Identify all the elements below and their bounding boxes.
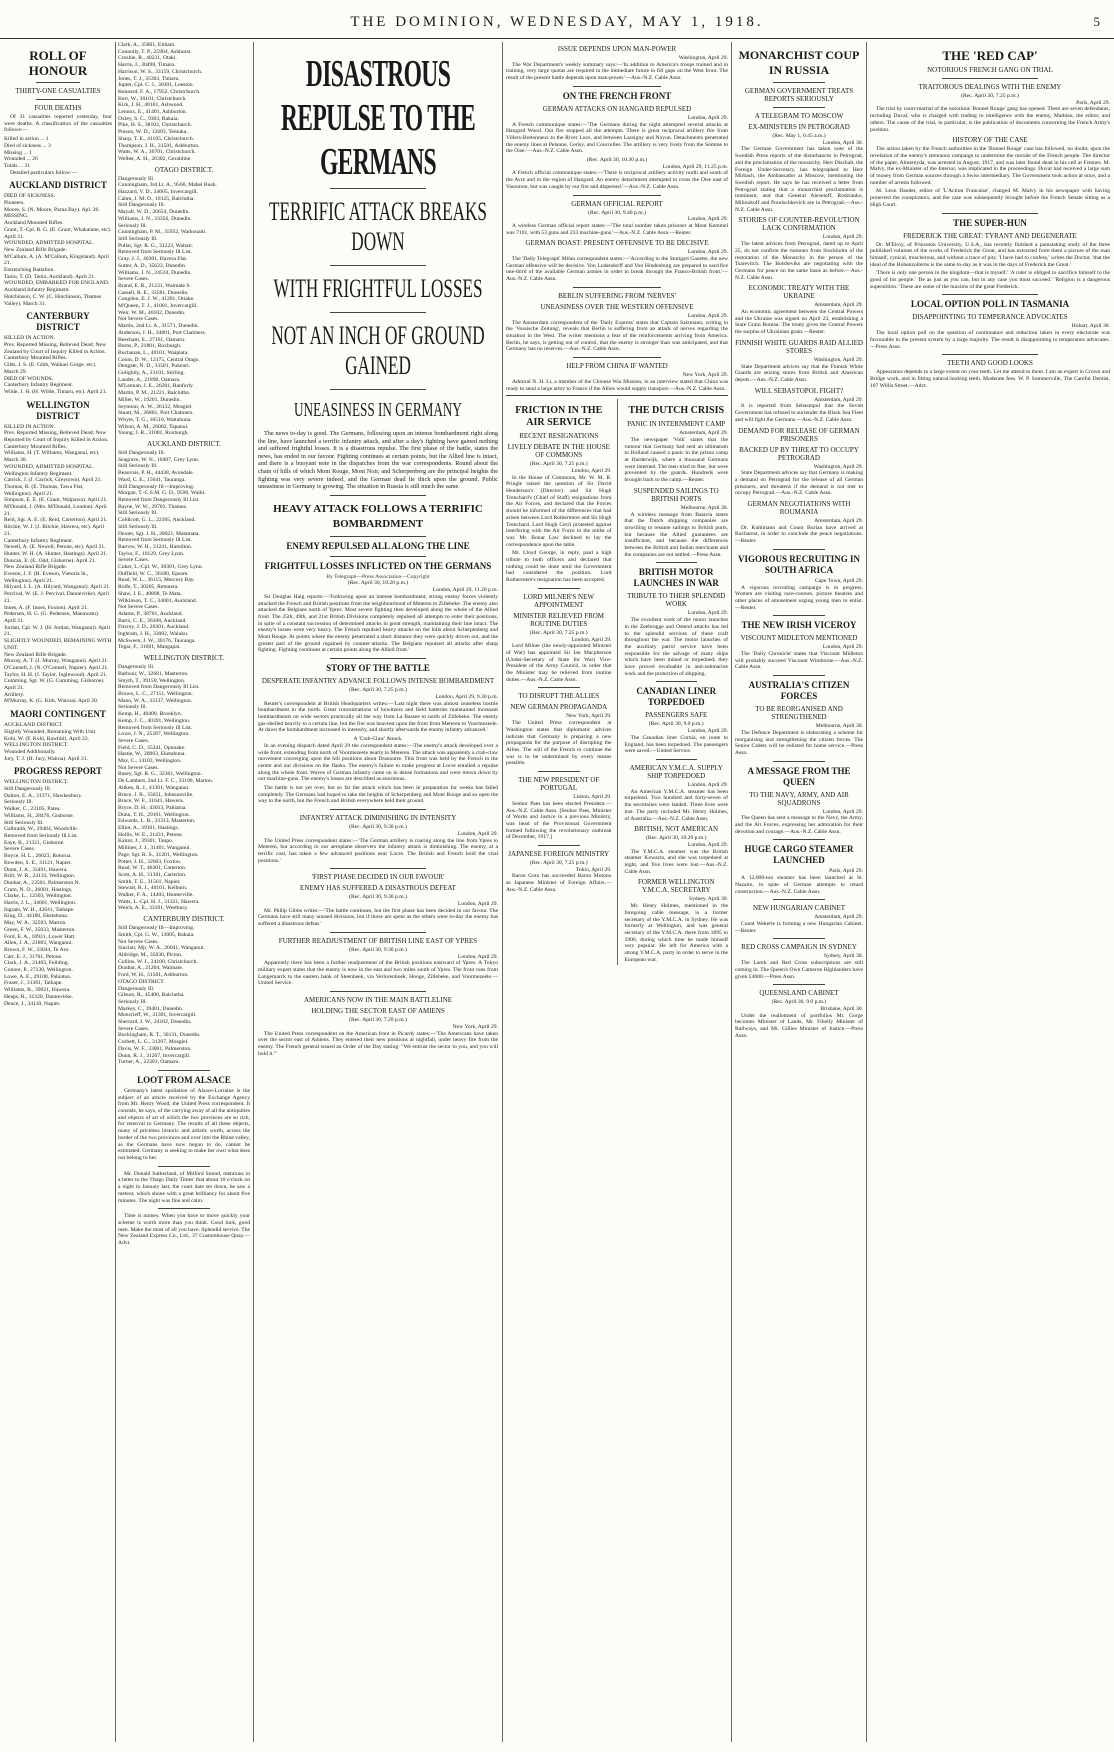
article-paragraph: A wireless German official report states:—'The total number taken prisoner at Mont Kemmel was 7101, with 53 guns and 233 machine-guns.'—Aus.-N.Z. Cable Assn.—Reuter. <box>506 222 728 236</box>
subhead: GERMAN NEGOTIATIONS WITH ROUMANIA <box>747 500 851 517</box>
subhead: ENEMY HAS SUFFERED A DISASTROUS DEFEAT <box>300 884 456 893</box>
article-paragraph: Admiral N. H. Li, a member of the Chinese War Mission, in an interview stated that China was ready to send a large army to France if the Allies would supply transport.—Aus.-N.Z. Cable Assn. <box>506 378 728 392</box>
district-list: DIED OF SICKNESS. Pioneers. Moore, S. (N. Moore, Parua Bay). Apl. 26. MISSING. Auckland Mounted Rifles. Grant, T.-Cpl. R. G. (E. Grant, Whakatane, etc). April 21. WOUNDED, ADMITTED HOSPITAL. New Zealand Rifle Brigade. M'Callum, A. (A. M'Callum, Kingsland). April 21. Entrenching Battalion. Taoio, T. (D. Taoio, Auckland). April 21. WOUNDED, EMBARKED FOR ENGLAND. Auckland Infantry Regiment. Hutchinson, C. W. (C. Hutchinson, Thames Valley). March 31. <box>4 193 112 307</box>
dateline: Melbourne, April 30. <box>815 723 863 730</box>
subhead-casualties: THIRTY-ONE CASUALTIES <box>15 87 101 95</box>
subhead: FURTHER READJUSTMENT OF BRITISH LINE EAST OF YPRES <box>278 936 478 945</box>
dateline: London, April 29. <box>457 953 498 960</box>
dateline: London, April 29. <box>822 808 863 815</box>
subhead: GERMAN BOAST: PRESENT OFFENSIVE TO BE DECISIVE <box>525 239 709 248</box>
district-heading: WELLINGTON DISTRICT <box>26 399 90 421</box>
article-paragraph: State Department advices say that the Finnish White Guards are seizing stores from British and American depots.—Aus.-N.Z. Cable Assn. <box>735 363 863 383</box>
district-heading: WELLINGTON DISTRICT. <box>143 654 225 663</box>
received-time: (Rec. April 30, 9.30 p.m.) <box>349 946 407 953</box>
subhead: TEETH AND GOOD LOOKS <box>947 359 1033 368</box>
dateline: New York, April 29. <box>566 713 612 720</box>
advertisement: Appearance depends to a large extent on your teeth. Let me attend to them. I am an expert in Crown and Bridge work, and in fitting natural-looking teeth. Moderate fees. W. P. Sommerville, The Careful Dentist, 107 Willis Street.—Advt. <box>870 369 1110 389</box>
received-time: (Rec. May 1, 0.45 a.m.) <box>772 133 826 139</box>
subhead: HOLDING THE SECTOR EAST OF AMIENS <box>311 1007 445 1016</box>
subhead: RECENT RESIGNATIONS <box>519 432 599 441</box>
column-rule <box>502 42 503 1742</box>
column-roll-of-honour <box>4 42 112 1742</box>
subhead: FREDERICK THE GREAT: TYRANT AND DEGENERATE <box>903 231 1077 240</box>
received-time: (Rec. April 30, 7.20 p.m.) <box>349 1017 407 1024</box>
main-subheadline: NOT AN INCH OF GROUND GAINED <box>271 321 485 380</box>
subhead: VISCOUNT MIDLETON MENTIONED <box>740 634 858 643</box>
dateline: Amsterdam, April 29. <box>814 914 863 921</box>
subhead: WILL SEBASTOPOL FIGHT? <box>754 386 844 395</box>
article-paragraph: The War Department's weekly summary says:—'In addition to America's troops trained and in training, very large quotas are required in the immediate future to fill gaps on the West front. The result of the present battle depends upon man-power.'—Aus.-N.Z. Cable Assn. <box>506 61 728 82</box>
casualty-list: Dangerously Ill. Barbour, W., 32681, Masterton. Smyth, T., 39150, Wellington. Removed from Dangerously Ill List. Brown, L. C., 27151, Wellington. Mann, W. A., 33137, Wellington. Seriously Ill. Kemp, H., 40400, Brooklyn. Kemp, J. C., 40391, Wellington. Removed from Seriously Ill List. Lowe, J. N., 25287, Wellington. Severe Cases. Field, C. D., 35341, Opunake. Hastie, W., 20003, Eketahuna. May, C., 14103, Wellington. Not Severe Cases. Basey, Sgt. R. G., 32361, Wellington. De Lambert, 2nd Lt. F. C., 33190, Marton. Aitken, R. J., 41301, Wanganui. Bruce, J. R., 35651, Johnsonville. Bruce, W. F., 31641, Hawera. Bryce, D. H., 43013, Pahiatua. Dunn, T. H., 29101, Wellington. Edwards, L. B., 33313, Masterton. Elliot, A., 39101, Hastings. Hollis, W. E., 21431, Petone. Kaitor, J., 39301, Taupo. Milliner, J. J., 31401, Wanganui. Page, Sgt. R. S., 31201, Wellington. Potter, J. H., 32603, Foxton. Read, W. T., 40301, Carterton. Scott, A. H., 31301, Carterton. Smith, T. E., 31561, Napier. Stewart, R. J., 40101, Kelburn. Walker, F. A., 14403, Hunterville. Watts, L.-Cpl. H. J., 31321, Hawera. Welch, A. E., 33101, Westbury. <box>118 664 214 912</box>
subhead: BRITISH, NOT AMERICAN <box>634 825 719 834</box>
main-headline: DISASTROUS REPULSE TO THE GERMANS <box>280 53 476 183</box>
subhead: TRIBUTE TO THEIR SPLENDID WORK <box>627 592 726 609</box>
subhead: TO BE REORGANISED AND STRENGTHENED <box>755 705 843 722</box>
article-paragraph: Mr. Philip Gibbs writes:—'The battle continues, but the first phase has been decided in our favour. The Germans have still many unused divisions, but if those are spent as the others were to-day the enemy has suffered a disastrous defeat.' <box>258 907 498 928</box>
received-time: (Rec. April 30, 10.30 p.m.) <box>586 157 648 164</box>
dateline: London, April 29. <box>571 636 612 643</box>
subhead: RED CROSS CAMPAIGN IN SYDNEY <box>741 943 857 952</box>
article-paragraph: Count Wekerle is forming a new Hungarian Cabinet.—Reuter. <box>735 921 863 934</box>
subhead: NOTORIOUS FRENCH GANG ON TRIAL <box>927 66 1053 74</box>
headline-recruiting: VIGOROUS RECRUITING IN SOUTH AFRICA <box>737 553 861 575</box>
article-paragraph: The United Press correspondent at Washington states that diplomatic advices indicate that Germany is preparing a new propaganda for the purpose of disrupting the Allies. The will of the French to continue the war is to be undermined by every means possible. <box>506 720 612 767</box>
article-paragraph: The Y.M.C.A. steamer was the British steamer Kowarra, and she was torpedoed at night, and five lives were lost.—Aus.-N.Z. Cable Assn. <box>624 848 728 875</box>
casualty-list: Still Dangerously Ill—Improving. Smith, Cpl. G. W., 13005, Rakaia. Not Severe Cases. Sinclair, Mjr. W. A., 20041, Wanganui. Aldridge, M., 35030, Picton. Collins, W. J., 24100, Christchurch. Dunbar, A., 21204, Waimate. Ford, W. H., 31501, Ashburton. OTAGO DISTRICT. Dangerously Ill. Gibson, R., 45406, Balclutha. Seriously Ill. Markey, C., 39401, Dunedin. Moncrieff, W., 31301, Invercargill. Sherrard, J. W., 24102, Dunedin. Severe Cases. Buckingham, R. T., 30131, Dunedin. Corbett, L. G., 31207, Mosgiel. Davis, W. F., 33001, Palmerston. Dunn, R. J., 31207, Invercargill. Turner, A., 22303, Oamaru. <box>118 925 205 1066</box>
dateline: London, April 29. <box>687 114 728 121</box>
subhead-deaths: FOUR DEATHS <box>34 104 82 112</box>
subhead: STORIES OF COUNTER-REVOLUTION LACK CONFIRMATION <box>738 216 860 233</box>
article-paragraph: A French official communique states:—'There is reciprocal artillery activity north and south of the Avre and in the region of Hangard. An enemy detachment attempted to cross the Oise east of Vauxmon, but was caught by our fire and dispersed.'—Aus.-N.Z. Cable Assn. <box>506 170 728 190</box>
received-time: (Rec. April 30, 9.0 p.m.) <box>771 999 827 1006</box>
article-paragraph: A wireless message from Batavia states that the Dutch shipping companies are unwilling to resume sailings to British ports, but because the Allied guarantees are insufficient, and because the differences between the British and Indian merchants and the companies are not settled.—Press Assn. <box>624 511 728 558</box>
article-paragraph: Reuter's correspondent at British Headquarters writes:—'Last night there was almost ceaseless hostile bombardment in the north. Great concentrations of howitzers and field batteries maintained incessant bombardments on wide sectors practically all the way from La Bassee to north of Zillebeke. The enemy gas-shelled heavily to a certain line, but the fire was heaviest upon the front from Meteren to Voormezeele. At dawn the bombardment increased in intensity, and shortly afterwards the enemy infantry advanced.' <box>258 700 498 734</box>
district-heading: PROGRESS REPORT <box>14 766 102 777</box>
article-paragraph: Mr. Donald Sutherland, of Milford Sound, mentions in a letter to the 'Otago Daily Times' that about 10 o'clock on a night in January last, the court date set down, he saw a meteor, which shone with a great brilliancy for about five minutes. The night was fine and calm. <box>118 1170 250 1204</box>
district-heading: OTAGO DISTRICT. <box>154 165 214 174</box>
article-paragraph: Germany's latest spoliation of Alsace-Lorraine is the subject of an article received by the Exchange Agency from Mr. Henry Wood, the United Press correspondent. It consists, he says, of the carrying away of all the antiquities and objects of art of which the two provinces are so rich, for removal to Germany. The results of all these objects, many of priceless historic and artistic worth, across the border of the two provinces and over into the Rhine valley, as the Germans have now begun to do, cannot be estimated. Germany is seeking to make her own what does not belong to her. <box>118 1087 250 1161</box>
dateline: Hobart, April 30. <box>1071 323 1110 330</box>
subhead: EX-MINISTERS IN PETROGRAD <box>748 123 850 131</box>
dateline: London, April 29. <box>687 610 728 617</box>
byline: By Telegraph—Press Association—Copyright <box>326 573 430 580</box>
received-time: (Rec. April 30, 9.0 p.m.) <box>648 721 704 728</box>
received-time: (Rec. April 30, 7.25 p.m.) <box>529 629 588 636</box>
article-paragraph: The local option poll on the question of continuance and reduction taken in every electorate was favourable to the present system by a large majority. The result is disappointing to temperance advocates.—Press Assn. <box>870 330 1110 350</box>
article-paragraph: Baron Goto has succeeded Baron Motono as Japanese Minister of Foreign Affairs.—Aus.-N.Z. Cable Assn. <box>506 873 612 893</box>
dateline: Amsterdam, April 29. <box>814 518 863 525</box>
subhead: HELP FROM CHINA IF WANTED <box>566 362 668 371</box>
masthead <box>0 0 1114 39</box>
headline-friction: FRICTION IN THE AIR SERVICE <box>515 405 603 429</box>
subhead: NEW GERMAN PROPAGANDA <box>510 703 608 712</box>
received-time: (Rec. April 30, 9.40 p.m.) <box>588 209 646 216</box>
article-paragraph: An economic agreement between the Central Powers and the Ukraine was signed on April 23, establishing a State Grain Bureau. The treaty gives the Central Powers the surplus of Ukrainian grain.—Reuter. <box>735 309 863 336</box>
subhead: FRIGHTFUL LOSSES INFLICTED ON THE GERMANS <box>264 560 492 571</box>
dateline: London, April 29. <box>687 841 728 848</box>
dateline: New York, April 29. <box>682 372 728 379</box>
column-rule <box>866 42 867 1742</box>
dateline: London, April 29. <box>822 644 863 651</box>
headline-super-hun: THE SUPER-HUN <box>953 217 1027 228</box>
dateline: Amsterdam, April 29. <box>814 302 863 309</box>
headline-heavy-attack: HEAVY ATTACK FOLLOWS A TERRIFIC BOMBARDMENT <box>273 502 483 530</box>
article-paragraph: State Department advices say that Germany is making a demand on Petrograd for the release of all German prisoners, and threatens if the demand is not met to occupy Petrograd.—Aus.-N.Z. Cable Assn. <box>735 470 863 497</box>
dateline: London, April 29. <box>457 901 498 908</box>
subhead: TO DISRUPT THE ALLIES <box>518 692 600 701</box>
dateline: London, April 29, 11.20 p.m. <box>432 587 498 594</box>
lead-paragraph: The news to-day is good. The Germans, following upon an intense bombardment right along the line, have launched a terrific infantry attack, and after a day's fighting have gained nothing and suffered frightful losses. It is a disastrous repulse. The first phase of the battle, states the news, has ended in our favour. Fighting continues at certain points, but the Allied line is intact, and there is a buoyant note in the dispatches from the war correspondents. Round about the chain of hills of which Mont Rouge, Mont Noir, and Scherpenberg are the principal heights the fighting was very severe indeed, and the German dead lie thick upon the ground. Public uneasiness in Germany is growing. The situation in Russia is still much the same. <box>258 430 498 491</box>
subhead: TRAITOROUS DEALINGS WITH THE ENEMY <box>918 83 1062 91</box>
headline-roll-of-honour: ROLL OF HONOUR <box>28 48 88 78</box>
headline-french-front: ON THE FRENCH FRONT <box>562 90 672 101</box>
subhead: ENEMY REPULSED ALL ALONG THE LINE <box>286 540 470 551</box>
subhead: NEW HUNGARIAN CABINET <box>752 904 846 913</box>
subhead: BERLIN SUFFERING FROM 'NERVES' <box>558 291 676 300</box>
column-rule <box>731 42 732 1742</box>
district-heading: AUCKLAND DISTRICT. <box>147 440 221 449</box>
article-paragraph: The battle is not yet over, but so far the attack which has been in preparation for weeks has failed completely. The Germans had hoped to take the heights of Scherpenberg and Mont Rouge and so open the way to the north, but the French and British everywhere held their ground. <box>258 785 498 805</box>
main-subheadline: TERRIFIC ATTACK BREAKS DOWN <box>269 197 487 256</box>
article-paragraph: The 'Daily Chronicle' states that Viscount Midleton will probably succeed Viscount Wimborne.—Aus.-N.Z. Cable Assn. <box>735 651 863 671</box>
article-paragraph: Sir Douglas Haig reports:—'Following upon an intense bombardment, strong enemy forces violently attacked the French and British positions from the neighbourhood of Meteren to Zillebeke. The enemy also attacked the Belgians north of Ypres. Most severe fighting then developed along the whole of the Allied front. The 25th, 49th, and 21st British Divisions completely repulsed all attempts to enter their positions, in spite of a constant succession of determined attacks in great strength, maintaining their line intact. The enemy's losses were very heavy. The French repulsed heavy attacks on the hills about Scherpenberg and Mont Rouge. At points where the enemy penetrated a short distance they were quickly driven out, and the greater part of the ground regained by counter-attacks. The Belgians repulsed all attacks after sharp fighting. Fighting continues at certain points along the Allied front.' <box>258 593 498 654</box>
column-rule <box>253 42 254 1742</box>
subhead: GERMAN ATTACKS ON HANGARD REPULSED <box>542 104 692 113</box>
article-paragraph: The action taken by the French authorities in the 'Bonnet Rouge' case has followed, no doubt, upon the revelation of the enemy's strenuous campaign to undermine the morale of the French people. The director of the paper, Almereyda, was arrested in August, 1917, and was later found dead in his cell at Fresnes. M. Malvy, the ex-Minister of the Interior, was implicated in the proceedings. Duval had received a large sum of money from German sources through a Swiss intermediary. The Government took action at once, and a number of arrests followed. <box>870 146 1110 186</box>
article-paragraph: In an evening dispatch dated April 29 the correspondent states:—The enemy's attack developed over a wide front, extending from north of Voormezeele nearly to Meteren. The attack was apparently a crab-claw movement converging upon the hill positions about Dranoutre. This front was held by the French in the centre and our divisions on the flanks. The enemy's failure to make progress at Locre entailed a repulse along the whole front. Waves of German infantry came on in dense formations and were mown down by our machine-guns. The enemy's losses are described as enormous. <box>258 742 498 783</box>
district-heading: AUCKLAND DISTRICT <box>9 180 107 191</box>
dateline: Sydney, April 30. <box>688 896 728 903</box>
section-title: A 'Crab-Claw' Attack. <box>353 736 403 743</box>
main-subheadline: WITH FRIGHTFUL LOSSES <box>273 274 483 303</box>
subhead: GERMAN OFFICIAL REPORT <box>571 199 663 208</box>
headline-cargo-steamer: HUGE CARGO STEAMER LAUNCHED <box>744 844 854 866</box>
dateline: Tokio, April 29. <box>575 866 612 873</box>
headline-canadian-liner: CANADIAN LINER TORPEDOED <box>636 686 717 708</box>
main-subheadline: UNEASINESS IN GERMANY <box>294 399 462 421</box>
district-heading: MAORI CONTINGENT <box>10 709 106 720</box>
column-main-story <box>258 42 498 1742</box>
received-time: (Rec. April 30, 9.30 p.m.) <box>349 824 407 831</box>
district-list: KILLED IN ACTION. Prev. Reported Missing, Believed Dead; Now Reported by Court of Inquiry Killed in Action. Canterbury Mounted Rifles. Williams, H. (T. Williams, Wanganui, etc). March 30. WOUNDED, ADMITTED HOSPITAL. Wellington Infantry Regiment. Carrick, J. (J. Carrick, Greytown). April 21. Thomas, R. (E. Thomas, Tawa Flat, Wellington). April 21. Simpson, E. E. (E. Grant, Waipawa). April 21. M'Donald, J. (Mrs. M'Donald, London). April 21. Reid, Sgt. A. E. (E. Reid, Carterton). April 21. Ritchie, W. J. (J. Ritchie, Hawera, etc). April 21. Canterbury Infantry Regiment. Newell, A. (E. Newell, Petone, etc). April 21. Hunter, W. H. (A. Hunter, Hastings). April 21. Duncan, E. (E. Odd, Gisborne). April 21. New Zealand Rifle Brigade. Eveson, J. F. (H. Eveson, Vietoria St., Wellington). April 21. Hilyard, I. L. (A. Hilyard, Wanganui). April 21. Percival, W. (E. J. Percival, Dannevirke). April 21. Innes, A. (F. Innes, Foxton). April 21. Pedersen, H. G. (G. Pedersen, Manawatu). April 21. Jordan, Cpl. W. J. (H. Jordan, Wanganui). April 21. SLIGHTLY WOUNDED, REMAINING WITH UNIT. New Zealand Rifle Brigade. Murray, A. T. (J. Murray, Wanganui). April 21. O'Connell, J. (N. O'Connell, Napier). April 21. Taylor, H. H. (J. Taylor, Inglewood). April 21. Cumming, Sgt. W. (G. Cumming, Gisborne). April 21. Artillery. M'Murray, K. (G. Kirk, Wairoa). April 20. <box>4 423 112 705</box>
dateline: London, April 29. <box>687 216 728 223</box>
headline-story: STORY OF THE BATTLE <box>326 663 430 674</box>
article-paragraph: M. Leon Daudet, editor of 'L'Action Francaise', charged M. Malvy in his newspaper with having protected the conspirators, and the case was subsequently brought before the French Senate sitting as a High Court. <box>870 188 1110 208</box>
subhead: FINNISH WHITE GUARDS RAID ALLIED STORES <box>735 338 863 355</box>
column-russia <box>735 42 863 1742</box>
headline-loot: LOOT FROM ALSACE <box>137 1074 231 1085</box>
article-paragraph: The Queen has sent a message to the Navy, the Army, and the Air Forces, expressing her admiration for their devotion and courage.—Aus.-N.Z. Cable Assn. <box>735 815 863 835</box>
article-paragraph: Senhor Paes has been elected President.—Aus.-N.Z. Cable Assn. [Senhor Paes, Minister of Works and Justice in a previous Ministry, was head of the Provisional Government formed following the revolutionary outbreak of December, 1917.] <box>506 800 612 841</box>
dateline: Brisbane, April 30. <box>820 1005 863 1012</box>
dateline: Sydney, April 30. <box>823 953 863 960</box>
article-paragraph: Mr. Lloyd George, in reply, paid a high tribute to both officers and declared that nothing could be done until the Government had considered the position. Lord Rothermere's resignation has been accepted. <box>506 550 612 584</box>
subhead: FORMER WELLINGTON Y.M.C.A. SECRETARY <box>637 878 715 895</box>
article-paragraph: Dr. M'Elroy, of Princeton University, U.S.A., has recently finished a painstaking study of the three published volumes of the works of Frederick the Great, and has extracted from them a picture of the man himself, cynical, treacherous, and without a trace of pity. 'I have had to confess,' writes the Doctor, 'that the ideal of the Hohenzollerns is the same to-day as it was in the days of Frederick the Great.' <box>870 241 1110 268</box>
received-time: (Rec. April 30, 7.25 p.m.) <box>529 461 588 468</box>
article-paragraph: The excellent work of the motor launches in the Zeebrugge and Ostend attacks has led to the splendid services of these craft throughout the war. The motor launches of the auxiliary patrol service have been responsible for the salvage of many ships which have been mined or torpedoed; they have proved invaluable in anti-submarine work and the protection of shipping. <box>624 617 728 677</box>
masthead-title: THE DOMINION, WEDNESDAY, MAY 1, 1918. <box>350 14 764 30</box>
headline-dutch-crisis: THE DUTCH CRISIS <box>628 405 725 417</box>
subhead: BACKED UP BY THREAT TO OCCUPY PETROGRAD <box>739 445 859 462</box>
subhead: DISAPPOINTING TO TEMPERANCE ADVOCATES <box>912 313 1068 322</box>
district-list: AUCKLAND DISTRICT. Slightly Wounded, Remaining With Unit. Kohi, W. (F. Kohi, Rawhiti). April 22. WELLINGTON DISTRICT. Wounded Additionally. Jury, T. J. (H. Jury, Wairoa). April 21. <box>4 722 97 762</box>
district-heading: CANTERBURY DISTRICT. <box>143 915 225 924</box>
received-time: (Rec. April 30, 10.20 p.m.) <box>347 580 409 587</box>
dateline: Amsterdam, April 29. <box>679 430 728 437</box>
dateline: Paris, April 29. <box>1076 99 1110 106</box>
article-paragraph: It is reported from Sebastopol that the Soviet Government has refused to surrender the Black Sea Fleet and will fight the Germans.—Aus.-N.Z. Cable Assn. <box>735 403 863 423</box>
page-number: 5 <box>1093 14 1100 29</box>
subhead: AMERICANS NOW IN THE MAIN BATTLELINE <box>303 996 453 1005</box>
article-paragraph: A vigorous recruiting campaign is in progress. Women are visiting race-courses, picture theatres and other places of amusement urging young men to enlist.—Reuter. <box>735 584 863 611</box>
dateline: Amsterdam, April 29. <box>814 396 863 403</box>
dateline: Lisbon, April 29. <box>573 794 612 801</box>
dateline: London, April 29, 11.25 p.m. <box>662 163 728 170</box>
subhead: AMERICAN Y.M.C.A. SUPPLY SHIP TORPEDOED <box>629 764 723 780</box>
casualty-tail: Detailed particulars follow:— <box>10 169 78 176</box>
district-list: WELLINGTON DISTRICT. Still Dangerously Ill. Dalton, E. A., 31371, Hawkesbury. Seriously Ill. Walker, C., 23105, Patea. Williams, H., 28476, Gisborne. Still Seriously Ill. Galbraith, W., 29484, Woodville. Removed from Seriously Ill List. Eaye, B., 21321, Gisborne. Severe Cases. Boyce, H. L., 26023, Rotorua. Bowden, S. E., 31121, Napier. Dunn, J. A., 33491, Hawera. Brill, W. R., 24133, Wellington. Dunbar, A., 23501, Palmerston N. Crum, N. O., 26001, Hastings. Clarke, L., 12303, Wellington. Harris, J. L., 34601, Wellington. Ingram, W. H., 42641, Taihape. King, D., 44180, Eketahuna. May, W. A., 32503, Marton. Green, F. W., 35033, Masterton. Ford, E. A., 18931, Lower Hutt. Allen, J. A., 21803, Wanganui. Brown, F. W., 33044, Te Aro. Carr, E. J., 31701, Petone. Clark, J. A., 21403, Feilding. Connor, P., 27130, Wellington. Lowe, A. E., 29100, Pahiatua. Fraser, J., 31301, Taihape. Williams, R., 39021, Hawera. Heaps, R., 31320, Dannevirke. Deuce, J., 34110, Napier. <box>4 779 83 1007</box>
column-casualty-lists <box>118 42 250 1742</box>
article-paragraph: The Amsterdam correspondent of the 'Daily Express' states that Captain Salzmann, writing in the 'Vossische Zeitung', reveals that Berlin is suffering from an attack of nerves regarding the situation in the West. The writer mentions a fear of the reinforcements arriving from America. Berlin, he says, is getting out of control, that the enemy is stronger than was anticipated, and that Germany has no reserves.—Aus.-N.Z. Cable Assn. <box>506 319 728 353</box>
article-paragraph: A 12,000-ton steamer has been launched at St. Nazaire, in spite of German attempts to retard construction.—Aus.-N.Z. Cable Assn. <box>735 875 863 895</box>
dateline: Melbourne, April 30. <box>680 504 728 511</box>
dateline: London, April 29. <box>687 782 728 788</box>
subhead: ECONOMIC TREATY WITH THE UKRAINE <box>748 284 850 301</box>
received-time: (Rec. April 30, 7.25 p.m.) <box>529 860 588 867</box>
district-list: KILLED IN ACTION. Prev. Reported Missing, Believed Dead; New Zealand by Court of Inquiry Killed in Action. Canterbury Mounted Rifles. Gibb, J. S. (E. Gibb, Waikari Gorge, etc). March 29. DIED OF WOUNDS. Canterbury Infantry Regiment. Wilde, J. H. (H. Wilde, Timaru, etc). April 21. <box>4 335 107 395</box>
article-paragraph: The Canadian liner Cornia, en route to England, has been torpedoed. The passengers were saved.—United Service. <box>624 734 728 755</box>
dateline: London, April 29. <box>687 312 728 319</box>
subhead: DESPERATE INFANTRY ADVANCE FOLLOWS INTENSE BOMBARDMENT <box>261 677 495 686</box>
received-time: (Rec. April 30, 10.20 p.m.) <box>646 835 707 842</box>
headline-citizen-forces: AUSTRALIA'S CITIZEN FORCES <box>748 680 850 702</box>
subhead: GERMAN GOVERNMENT TREATS REPORTS SERIOUSLY <box>744 87 854 103</box>
article-paragraph: The newspaper 'Volk' states that the rumour that Germany had sent an ultimatum to Holland caused a panic in the prison camp at Harderwijk, where a thousand Germans were interned. The men tried to flee, but were prevented by the guards. Hundreds were brought back to the camp.—Reuter. <box>624 436 728 484</box>
dateline: London, April 29. <box>457 830 498 837</box>
subhead: LORD MILNER'S NEW APPOINTMENT <box>523 592 594 609</box>
headline-queen-message: A MESSAGE FROM THE QUEEN <box>747 765 851 787</box>
headline-monarchist-coup: MONARCHIST COUP IN RUSSIA <box>738 48 860 77</box>
advertisement: Time is money. When you have to move quickly your scheme is worth more than you think. Good luck, good men. Make the most of all you have. Splendid service. The New Zealand Express Co., Ltd., 37 Customhouse Quay.—Advt. <box>118 1213 250 1247</box>
dateline: Cape Town, April 29. <box>814 577 863 584</box>
received-time: (Rec. April 30, 9.30 p.m.) <box>349 894 407 901</box>
dateline: London, April 29. <box>687 728 728 735</box>
casualty-list: Still Dangerously Ill. Seagrave, W. N., 10407, Grey Lynn. Still Seriously Ill. Beauvais, P. H., 44438, Avondale. Ward, C. E., 15641, Tauranga. Still Dangerously Ill—Improving. Morgan, T.-C.S.M. G. D., 9590, Waihi. Removed from Dangerously Ill List. Bayne, W. W., 29703, Thames. Still Seriously Ill. Coldicott, G. L., 22305, Auckland. Still Seriously Ill. Dexter, Sgt. J. H., 28021, Matamata. Removed from Seriously Ill List. Barrow, W. H., 31241, Hamilton. Taylor, F., 10129, Grey Lynn. Severe Cases. Cuker, L.-Cpl. W., 30301, Grey Lynn. Duffield, W. C., 36180, Epsom. Read, W. L., 36115, Mercury Bay. Rolfe, T., 30205, Remuera. Shaw, J. E., 40808, Te Mata. Wilkinson, T. C., 34001, Auckland. Not Severe Cases. Adams, P., 38701, Auckland. Barrs, C. E., 36308, Auckland. Fitzroy, J. D., 26301, Auckland. Inghram, J. H., 33002, Waiuku. McSween, J. W., 30176, Tauranga. Tegar, F., 31001, Mangapai. <box>118 450 206 651</box>
received-time: (Rec. April 30, 7.25 p.m.) <box>961 93 1019 99</box>
subhead: A TELEGRAM TO MOSCOW <box>754 112 844 120</box>
article-paragraph: The United Press correspondent on the American front in Picardy states:—'The Americans have taken over the sector east of Amiens. They entered their new positions at nightfall, under heavy fire from the enemy. The French general issued an Order of the Day stating: "We entrust the sector to you, and you will hold it."' <box>258 1030 498 1057</box>
column-rule <box>115 42 116 1742</box>
subhead: TO THE NAVY, ARMY, AND AIR SQUADRONS <box>749 790 849 807</box>
article-paragraph: Mr. Henry Holmes, mentioned in the foregoing cable message, is a former secretary of the Y.M.C.A. in Sydney. He was formerly at Wellington, and was general secretary of the Y.M.C.A. there from 1895 to 1906, during which time he made himself very popular. He left for America with a strong Y.M.C.A. party in order to serve in the European war. <box>624 903 728 963</box>
article-paragraph: The trial by court-martial of the notorious 'Bonnet Rouge' gang has opened. There are seven defendants, including Duval, who is charged with trading in intelligence with the enemy, Mathieu, the editor, and others. The cause of the trial, in particular, is the publication of documents concerning the French Army's position. <box>870 106 1110 133</box>
article-paragraph: 'There is only one person in the kingdom—that is myself.' 'A ruler is obliged to sacrifice himself to the good of his people.' 'Be as just as you can, but in any case you must succeed.' 'Religion is a dangerous superstition.' These are some of the maxims of the great Frederick. <box>870 270 1110 290</box>
subhead: MINISTER RELIEVED FROM ROUTINE DUTIES <box>513 611 605 628</box>
dateline: Washington, April 29. <box>678 55 728 61</box>
district-heading: CANTERBURY DISTRICT <box>26 311 90 333</box>
subhead: INFANTRY ATTACK DIMINISHING IN INTENSITY <box>299 814 457 823</box>
dateline: London, April 29. <box>571 467 612 474</box>
column-red-cap <box>870 42 1110 1742</box>
article-paragraph: The United Press correspondent states:—'The German artillery is roaring along the line from Ypres to Meteren, but according to our aeroplane observers the infantry attack is diminishing. The enemy, at a terrific cost, has taken a few advanced positions near Locre. The British and French hold the vital positions.' <box>258 837 498 864</box>
article-paragraph: Apparently there has been a further readjustment of the British positions eastward of Ypres. A Tokyo military expert states that the enemy is now in the east and two miles south of Ypres. The front runs from Langemarck to the eastern bank of Steenbeek, via Verlorenhoek, Hooge, Zillebeke, and Voormezeele.—United Service. <box>258 960 498 987</box>
casualty-table: Killed in action ... 1 Died of sickness ... 3 Missing ... 1 Wounded ... 26 Totals ... 31 <box>4 136 51 169</box>
subhead: DEMAND FOR RELEASE OF GERMAN PRISONERS <box>738 426 860 443</box>
subhead: SUSPENDED SAILINGS TO BRITISH PORTS <box>633 486 719 503</box>
dateline: Washington, April 29. <box>813 463 863 470</box>
subhead: 'FIRST PHASE DECIDED IN OUR FAVOUR' <box>311 873 445 882</box>
dateline: Paris, April 29. <box>829 868 863 875</box>
dateline: New York, April 29. <box>452 1023 498 1030</box>
headline-local-option: LOCAL OPTION POLL IN TASMANIA <box>910 299 1070 310</box>
subhead: LIVELY DEBATE IN THE HOUSE OF COMMONS <box>507 443 610 460</box>
subhead: UNEASINESS OVER THE WESTERN OFFENSIVE <box>540 302 694 311</box>
casualty-intro: Of 31 casualties reported yesterday, four were deaths. A classification of the casualties follows:— <box>4 114 112 134</box>
dateline: London, April 29. <box>687 249 728 256</box>
headline-irish-viceroy: THE NEW IRISH VICEROY <box>741 620 857 631</box>
article-paragraph: The German Government has taken note of the Swedish Press reports of the disturbances in Petrograd, and the proclamation of the monarchy. Herr Dischalt, the Foreign Under-Secretary, has telegraphed to Herr Mirbach, the Ambassador at Moscow, mentioning the Swedish report. He says he has received a letter from Petrograd stating that a monarchist proclamation is imminent, and that General Alexeieff, Rodzianko, Milioukoff and Pourischkevich are in Petrograd.—Aus.-N.Z. Cable Assn. <box>735 146 863 213</box>
article-paragraph: Under the reallotment of portfolios Mr. Gorge becomes Minister of Lands, Mr. Fihelly Minister of Railways, and Mr. Gillies Minister of Justice.—Press Assn. <box>735 1012 863 1039</box>
headline-motor-launches: BRITISH MOTOR LAUNCHES IN WAR <box>633 567 719 589</box>
casualty-list: Dangerously Ill. Cunningham, 3rd Lt. A., 9566, Mabel Bush. Hazzard, V. D., 34605, Invercargill. Cahm, J. M. O., 18125, Balclutha. Still Dangerously Ill. Mayall, W. D., 26654, Dunedin. Williams, J. N., 33356, Dunedin. Seriously Ill. Cunningham, P. M., 35932, Waikouaiti. Still Seriously Ill. Pullar, Sgt. R. G., 31223, Waitati. Removed from Seriously Ill List. Gray, J. J., 40301, Havera Flat. Sutter, A. D., 35623, Dunedin. Williams, J. N., 24510, Dunedin. Severe Cases. Brand, E. R., 21231, Waimate S. Cassell, R. E., 33581, Dunedin. Congdon, E. J. W., 41201, Otiake. M'Queen, T. J., 41001, Invercargill. Weir, W. M., 40102, Dunedin. Not Severe Cases. Martin, 2nd Lt. A., 31571, Dunedin. Anderson, J. H., 34801, Port Chalmers. Beecham, E., 27161, Oamaru. Burns, P., 21801, Roxburgh. Buchanan, L., 40101, Waipiata. Coom, D. W., 12175, Central Otago. Dengate, N. D., 33501, Pukeuri. Golightly, A., 23101, Stirling. Lauder, A., 21890, Oamaru. M'Lennan, J. E., 26201, Ranfurly. Martin, P. M., 21221, Balclutha. Miller, W., 19201, Dunedin. Seymour, A. W., 36132, Mosgiel. Stuart, M., 26801, Port Chalmers. Whyte, T. G., 16510, Waitahuna. Wilson, A. M., 26002, Tapanui. Young, J. R., 31001, Roxburgh. <box>118 175 217 437</box>
column-war-news <box>506 42 728 1742</box>
subhead: PASSENGERS SAFE <box>645 711 708 720</box>
subhead: HISTORY OF THE CASE <box>952 136 1028 145</box>
article-paragraph: The latest advices from Petrograd, dated up to April 25, do not confirm the rumours from Stockholm of the restoration of the Monarchy in the person of the Tsarevitch. The Bolsheviks are negotiating with the Germans for peace on the same basis as before.—Aus.-N.Z. Cable Assn. <box>735 241 863 281</box>
dateline: London, April 30. <box>822 139 863 146</box>
article-paragraph: A French communique states:—'The Germans during the night attempted several attacks at Hangard Wood. Our fire stopped all the attempts. There is great reciprocal artillery fire from Villers-Bretonneux to the River Luce, and between Lassigny and Noyon. Detachments penetrated the enemy lines at Pelanne, Cerisy, and Courcelles. The artillery is very lively from the Somme to the Oise.'—Aus.-N.Z. Cable Assn. <box>506 121 728 155</box>
received-time: (Rec. April 30, 7.25 p.m.) <box>349 687 407 694</box>
article-paragraph: The Lamb and Red Cross subscriptions are still coming in. The Queen's Own Cameron Highlanders have given £4000.—Press Assn. <box>735 960 863 980</box>
article-paragraph: The Defence Department is elaborating a scheme for reorganising and strengthening the citizen forces. The Senior Cadets will be enlisted for home service.—Press Assn. <box>735 729 863 756</box>
subhead: PANIC IN INTERNMENT CAMP <box>627 420 726 429</box>
subhead: JAPANESE FOREIGN MINISTRY <box>508 850 610 859</box>
subhead: THE NEW PRESIDENT OF PORTUGAL <box>518 776 600 793</box>
dateline: London, April 29. <box>822 234 863 241</box>
article-paragraph: Dr. Kuhlmann and Count Burian have arrived at Bucharest, in order to conclude the peace negotiations.—Reuter. <box>735 524 863 545</box>
article-paragraph: In the House of Commons, Mr. W. M. R. Pringle raised the question of Sir David Henderson's (Director) and Sir Hugh Trenchard's (Chief of Staff) resignations from the Air Forces, and declared that the Forces should be informed of the differences that had arisen between Lord Rothermere and Sir Hugh Trenchard. Lord Hugh Cecil protested against interfering with the Air Force in the midst of war. Mr. Bonar Law declined to lay the correspondence upon the table. <box>506 474 612 548</box>
article-paragraph: Lord Milner (the newly-appointed Minister of War) has appointed Sir Ian Macpherson (Under-Secretary of State for War) Vice-President of the Army Council, in order that the Minister may be relieved from routine duties.—Aus.-N.Z. Cable Assn. <box>506 643 612 683</box>
dateline: Washington, April 29. <box>813 356 863 363</box>
headline-red-cap: THE 'RED CAP' <box>942 48 1038 63</box>
article-paragraph: An American Y.M.C.A. steamer has been torpedoed. Two hundred and forty-seven of the secretaries were landed. Three lives were lost. The party included Mr. Henry Holmes, of Australia.—Aus.-N.Z. Cable Assn. <box>624 788 728 822</box>
casualty-list: Clark, A., 35801, Eltham. Connolly, T. P., 25904, Ashhurst. Crosbie, R., 40231, Otaki. Harris, J., 30498, Timaru. Harrison, W. S., 33159, Christchurch. Jones, T. J., 35303, Timaru. Jupter, Cpl. C. J., 30301, Leeston. Kennard, F. A., 17952, Christchurch. Kerr, W., 30101, Christchurch. Kirk, J. H., 40101, Ashwood. Lennox, E., 41401, Ashburton. Oxley, S. C., 9303, Rakaia. Pike, H. S., 38102, Christchurch. Poison, W. D., 12603, Temuka. Sharp, T. E., 41105, Christchurch. Thompson, J. H., 31501, Ashburton. Watts, W. A., 36701, Christchurch. Welber, A. H., 26302, Geraldine. <box>118 42 203 162</box>
article-paragraph: The 'Daily Telegraph' Milan correspondent states:—'According to the Stuttgart Gazette, the new German offensive will be decisive. Von Ludendorff and Von Hindenburg are prepared to sacrifice one-third of the available German armies in order to break through the Franco-British front.'—Aus.-N.Z. Cable Assn. <box>506 256 728 283</box>
subhead: ISSUE DEPENDS UPON MAN-POWER <box>557 45 677 53</box>
dateline: London, April 29, 9.30 p.m. <box>435 693 498 700</box>
subhead: QUEENSLAND CABINET <box>759 989 839 998</box>
